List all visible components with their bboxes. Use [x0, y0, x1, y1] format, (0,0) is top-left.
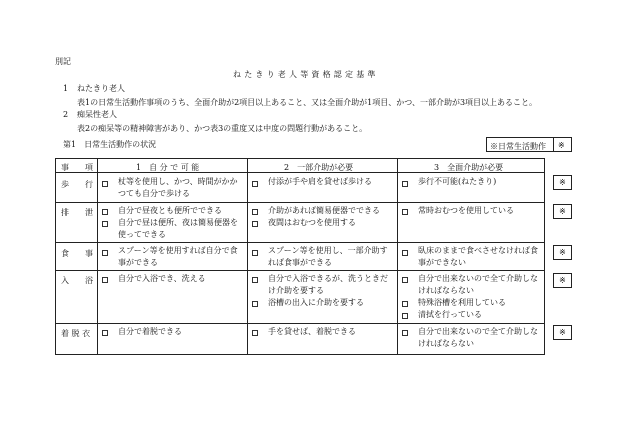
row-excretion-partial-line2: 夜間はおむつを使用する: [268, 218, 356, 227]
row-excretion-full-line1: 常時おむつを使用している: [418, 206, 514, 215]
section-2-heading: 痴呆性老人: [77, 110, 117, 119]
section-1-heading: ねたきり老人: [77, 84, 125, 93]
row-walking-self-line1: 杖等を使用し、かつ、時間がかか: [118, 177, 238, 186]
checkbox-meal-full[interactable]: [402, 250, 408, 256]
checkbox-walking-partial[interactable]: [252, 181, 258, 187]
row-excretion-item: 排 泄: [61, 208, 93, 217]
checkbox-excretion-self-b[interactable]: [102, 221, 108, 227]
checkbox-bath-partial-b[interactable]: [252, 301, 258, 307]
legend-divider: [553, 138, 554, 151]
row-meal-self-line1: スプーン等を使用すれば自分で食: [118, 246, 238, 255]
row-excretion-self-line2: 自分で昼は便所、夜は簡易便器を: [118, 218, 238, 227]
mark-box-walking[interactable]: ※: [553, 175, 572, 190]
checkbox-dressing-partial[interactable]: [252, 330, 258, 336]
checkbox-dressing-self[interactable]: [102, 330, 108, 336]
mark-box-meal[interactable]: ※: [553, 245, 572, 260]
row-meal-self-line2: 事ができる: [118, 258, 158, 267]
section-2-body: 表2の痴呆等の精神障害があり、かつ表3の重度又は中度の問題行動があること。: [77, 124, 368, 133]
row-bath-self-line1: 自分で入浴でき、洗える: [118, 274, 206, 283]
table-divider-row3: [56, 270, 544, 271]
checkbox-meal-self[interactable]: [102, 250, 108, 256]
row-walking-partial-line1: 付添が手や肩を貸せば歩ける: [268, 177, 372, 186]
table-divider-col2: [247, 159, 248, 354]
row-walking-self-line2: つても自分で歩ける: [118, 189, 190, 198]
header-partial: 2 一部介助が必要: [284, 163, 354, 172]
table-divider-col1: [97, 159, 98, 354]
table-divider-col3: [397, 159, 398, 354]
table-divider-row4: [56, 323, 544, 324]
row-bath-partial-line3: 浴槽の出入に介助を要する: [268, 298, 364, 307]
checkbox-excretion-full[interactable]: [402, 209, 408, 215]
section-2-number: 2: [63, 110, 69, 119]
mark-box-excretion[interactable]: ※: [553, 204, 572, 219]
header-item: 事 項: [61, 163, 93, 172]
row-bath-full-line3: 特殊浴槽を利用している: [418, 298, 506, 307]
checkbox-walking-full[interactable]: [402, 181, 408, 187]
legend-mark: ※: [558, 141, 565, 150]
row-dressing-item: 着 脱 衣: [61, 329, 91, 338]
row-excretion-self-line3: 使ってできる: [118, 230, 166, 239]
row-walking-full-line1: 歩行不可能(ねたきり): [418, 177, 497, 186]
row-bath-full-line2: ければならない: [418, 286, 474, 295]
row-bath-item: 入 浴: [61, 276, 93, 285]
checkbox-excretion-partial-b[interactable]: [252, 221, 258, 227]
mark-box-dressing[interactable]: ※: [553, 325, 572, 340]
adl-table: [55, 158, 545, 355]
mark-box-bath[interactable]: ※: [553, 273, 572, 288]
legend-box: [486, 137, 572, 152]
checkbox-excretion-partial-a[interactable]: [252, 209, 258, 215]
row-dressing-full-line1: 自分で出来ないので全て介助しな: [418, 327, 538, 336]
section-1-body: 表1の日常生活動作事項のうち、全面介助が2項目以上あること、又は全面介助が1項目、かつ、一部介助が3項目以上あること。: [77, 98, 538, 107]
row-meal-item: 食 事: [61, 249, 93, 258]
row-meal-full-line2: 事ができない: [418, 258, 466, 267]
row-excretion-self-line1: 自分で昼夜とも便所でできる: [118, 206, 222, 215]
row-dressing-partial-line1: 手を貸せば、着脱できる: [268, 327, 356, 336]
row-meal-full-line1: 臥床のままで食べさせなければ食: [418, 246, 538, 255]
header-full: 3 全面介助が必要: [434, 163, 504, 172]
checkbox-bath-self[interactable]: [102, 277, 108, 283]
checkbox-walking-self[interactable]: [102, 181, 108, 187]
section-1-number: 1: [63, 84, 69, 93]
row-dressing-full-line2: ければならない: [418, 339, 474, 348]
checkbox-excretion-self-a[interactable]: [102, 209, 108, 215]
row-bath-full-line4: 清拭を行っている: [418, 310, 482, 319]
checkbox-meal-partial[interactable]: [252, 250, 258, 256]
row-meal-partial-line1: スプーン等を使用し、一部介助す: [268, 246, 388, 255]
checkbox-dressing-full[interactable]: [402, 330, 408, 336]
row-bath-partial-line1: 自分で入浴できるが、洗うときだ: [268, 274, 388, 283]
checkbox-bath-full-c[interactable]: [402, 313, 408, 319]
row-dressing-self-line1: 自分で着脱できる: [118, 327, 182, 336]
table-title: 第1 日常生活動作の状況: [63, 140, 157, 149]
row-excretion-partial-line1: 介助があれば簡易便器でできる: [268, 206, 380, 215]
row-bath-partial-line2: け介助を要する: [268, 286, 324, 295]
appendix-label: 別記: [55, 57, 71, 66]
row-bath-full-line1: 自分で出来ないので全て介助しな: [418, 274, 538, 283]
header-self: 1 自 分 で 可 能: [136, 163, 200, 172]
page-title: ねたきり老人等資格認定基準: [233, 70, 379, 79]
row-meal-partial-line2: れば食事ができる: [268, 258, 332, 267]
table-divider-row1: [56, 202, 544, 203]
checkbox-bath-full-a[interactable]: [402, 277, 408, 283]
checkbox-bath-full-b[interactable]: [402, 301, 408, 307]
legend-label: ※日常生活動作: [490, 142, 546, 151]
row-walking-item: 歩 行: [61, 180, 93, 189]
table-divider-row2: [56, 242, 544, 243]
checkbox-bath-partial-a[interactable]: [252, 277, 258, 283]
